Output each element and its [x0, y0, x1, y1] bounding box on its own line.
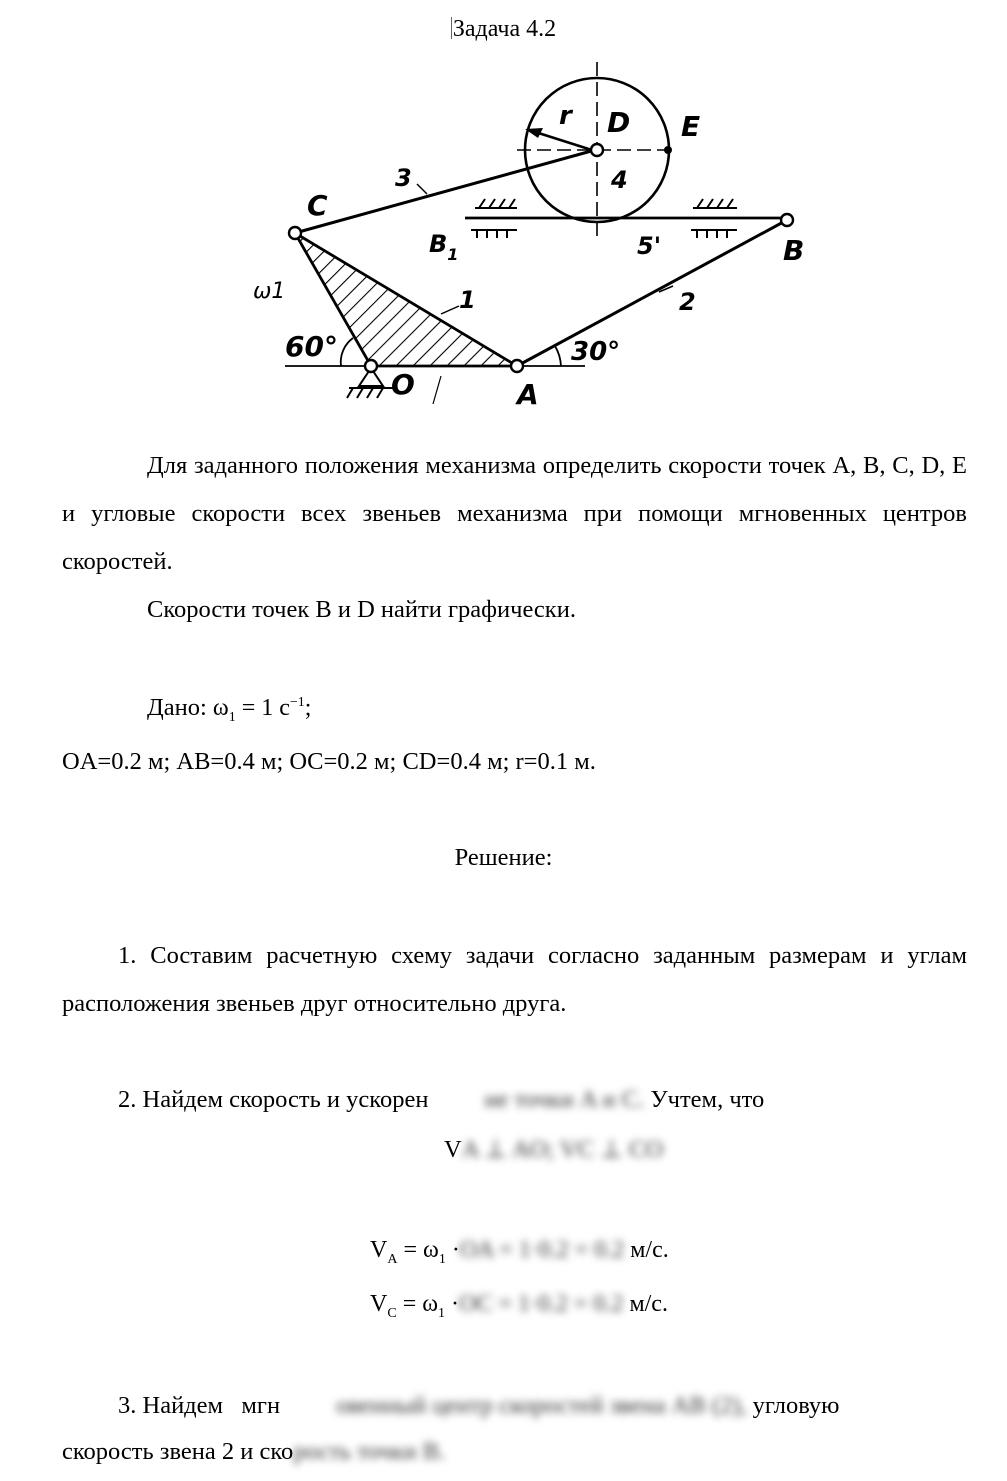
label-link-4: 4	[611, 166, 628, 194]
blurred-formula: OC = 1·0.2 = 0.2	[459, 1291, 624, 1317]
label-link-1: 1	[459, 286, 476, 314]
joint-b	[781, 214, 793, 226]
given-omega: $\omega_1 = 1$ $с^{-1}$;	[212, 695, 312, 725]
label-c: C	[307, 189, 328, 222]
formula-vc: $V_C = \omega_1 \cdot OC = 1\cdot 0.2 = 0.2$ м/с.	[370, 1280, 668, 1332]
text-cursor	[451, 17, 452, 39]
step-3: 3. Найдем мгн овенный центр скоростей звена AB (2), угловую	[62, 1382, 967, 1430]
label-angle-30: 30°	[571, 337, 621, 367]
blurred-text: ие точки A и C.	[484, 1086, 645, 1113]
page-title: Задача 4.2	[452, 16, 557, 42]
joint-o	[365, 360, 377, 372]
label-b1: $B_1$	[429, 230, 459, 264]
mechanism-figure	[245, 58, 825, 418]
label-link-5: 5'	[637, 232, 662, 260]
label-angle-60: 60°	[285, 330, 338, 363]
label-e: E	[681, 110, 701, 143]
joint-c	[289, 227, 301, 239]
step-2: 2. Найдем скорость и ускорен ие точки A и C. Учтем, что	[62, 1076, 967, 1124]
label-o: O	[391, 368, 415, 401]
label-a: A	[517, 378, 539, 411]
given-dimensions: OA=0.2 м; AB=0.4 м; OC=0.2 м; CD=0.4 м; r=0.1 м.	[62, 748, 596, 775]
blurred-formula: OA = 1·0.2 = 0.2	[459, 1237, 625, 1263]
label-link-2: 2	[679, 288, 696, 316]
problem-statement: Для заданного положения механизма определить скорости точек A, B, C, D, E и угловые скорости всех звеньев механизма при помощи мгновенных центров скоростей.	[62, 452, 967, 575]
solution-heading: Решение:	[454, 844, 553, 871]
step-1: 1. Составим расчетную схему задачи согласно заданным размерам и углам расположения звеньев друг относительно друга.	[62, 942, 967, 1017]
label-r: r	[559, 101, 572, 131]
link-3	[295, 150, 595, 233]
formula-va: $V_A = \omega_1 \cdot OA = 1\cdot 0.2 = 0.2$ м/с.	[370, 1226, 669, 1278]
angle-60-arc	[341, 338, 353, 366]
label-link-3: 3	[395, 164, 412, 192]
blurred-formula: A ⊥ AO; VC ⊥ CO	[461, 1136, 664, 1163]
step-3-continued: скорость звена 2 и скорость точки B.	[62, 1428, 967, 1476]
label-d: D	[607, 106, 631, 139]
blurred-text: рость точки B.	[293, 1438, 446, 1465]
joint-d	[591, 144, 603, 156]
label-b: B	[783, 234, 805, 267]
label-omega: ω1	[253, 279, 286, 304]
point-e	[664, 146, 672, 154]
angle-30-arc	[555, 346, 561, 366]
support-leader	[433, 376, 441, 404]
given-line: Дано: $\omega_1 = 1$ $с^{-1}$;	[147, 694, 312, 725]
formula-perpendicular: VA ⊥ AO; VC ⊥ CO	[444, 1126, 663, 1174]
link-3-leader	[417, 184, 427, 194]
link-1-leader	[441, 306, 459, 314]
joint-a	[511, 360, 523, 372]
graphic-instruction: Скорости точек B и D найти графически.	[147, 596, 576, 623]
blurred-text: овенный центр скоростей звена AB (2),	[336, 1392, 747, 1419]
